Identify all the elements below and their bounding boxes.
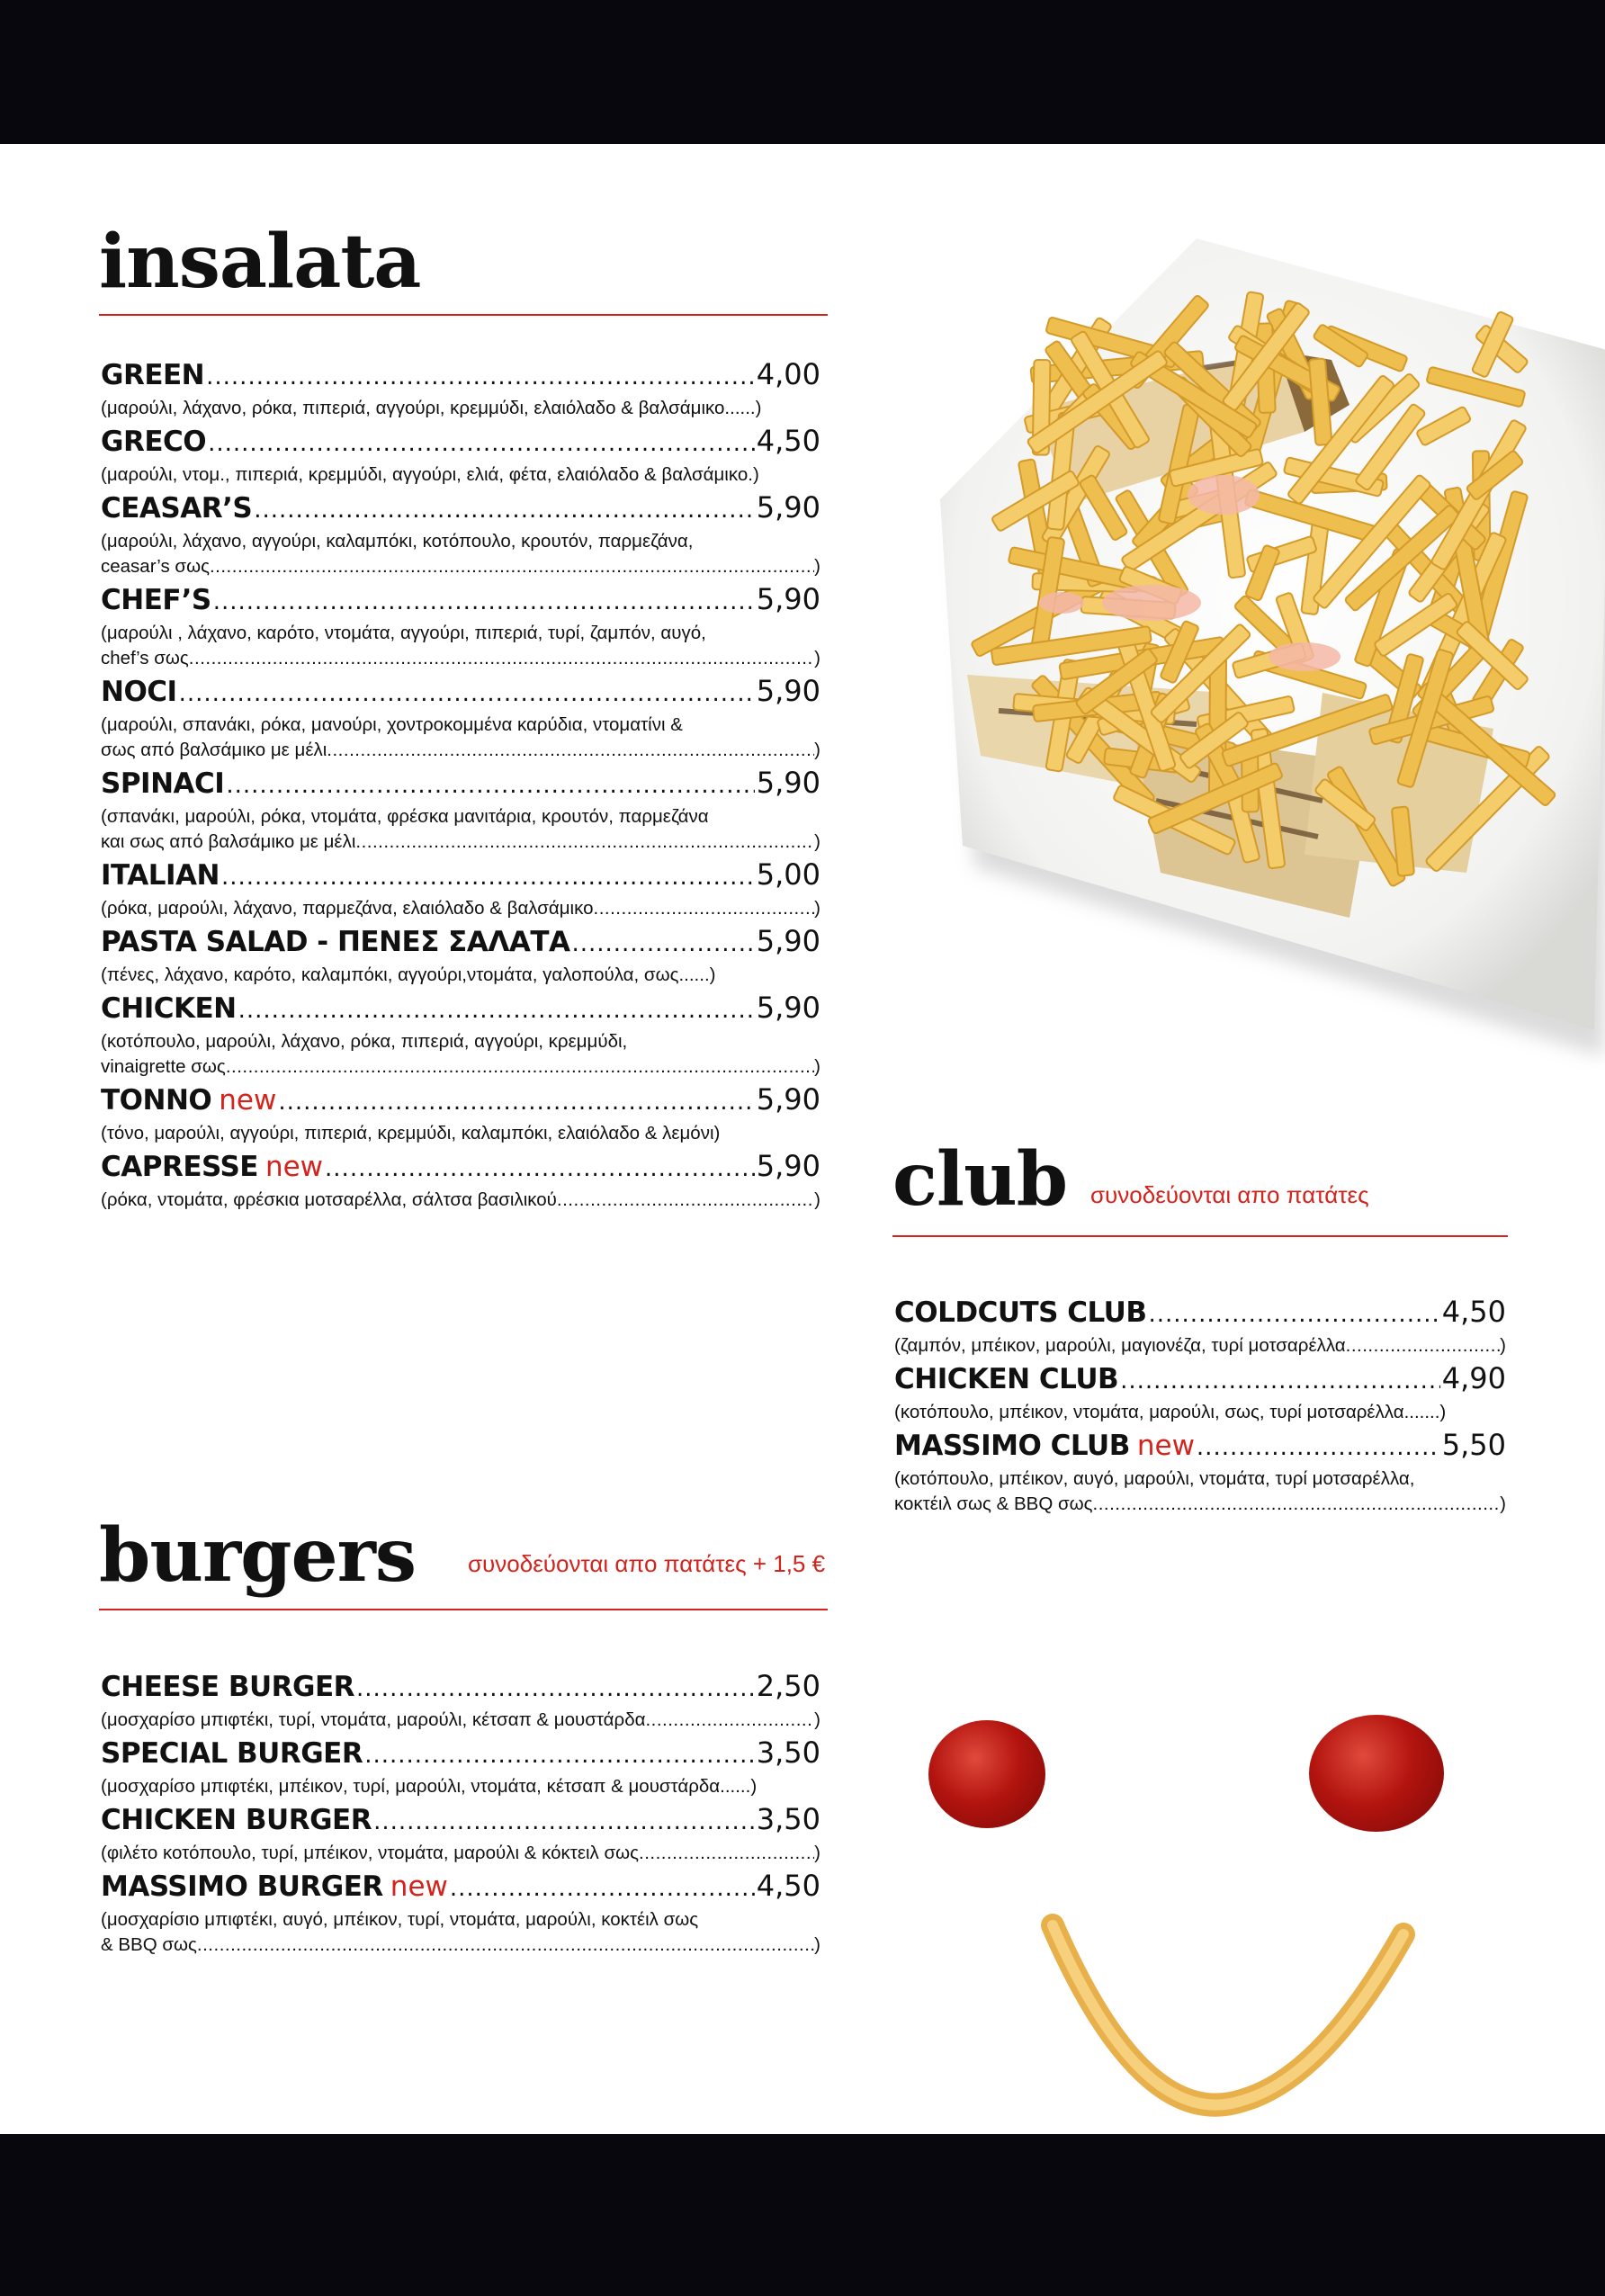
menu-item-row [101,1668,820,1708]
menu-item-description [101,1188,820,1213]
dot-leader [278,1084,754,1120]
description-text: (κοτόπουλο, μπέικον, αυγό, μαρούλι, ντομάτα, τυρί μοτσαρέλλα, [894,1468,1415,1489]
menu-item-row [101,356,820,396]
menu-item-row [101,489,820,529]
description-text: και σως από βαλσάμικο με μέλι [101,831,356,852]
menu-item-price: 5,90 [756,991,820,1025]
description-line [101,529,820,554]
menu-item-price: 5,50 [1441,1428,1506,1462]
menu-item-name: CHEF’S [101,584,211,616]
menu-item-row [101,1081,820,1121]
menu-item-name: ITALIAN [101,859,220,892]
menu-item-description [894,1400,1506,1425]
menu-item-name: CEASAR’S [101,492,253,525]
closing-paren: ) [814,1934,820,1955]
description-text: (σπανάκι, μαρούλι, ρόκα, ντομάτα, φρέσκα μανιτάρια, κρουτόν, παρμεζάνα [101,806,709,827]
burgers-list [101,1668,820,1960]
dot-leader [355,830,814,855]
menu-item-price: 4,50 [1441,1295,1506,1329]
menu-item-description [101,621,820,671]
description-text: (πένες, λάχανο, καρότο, καλαμπόκι, αγγούρι,ντομάτα, γαλοπούλα, σως......) [101,964,716,985]
dot-leader [1093,1492,1501,1517]
menu-item-name: CAPRESSE [101,1151,258,1183]
closing-paren: ) [814,1709,820,1730]
description-line [101,396,820,421]
dot-leader [208,426,755,462]
description-line [101,963,820,988]
club-sandwich-fries-image [927,225,1605,1071]
club-title: club [892,1136,1068,1223]
description-line [101,738,820,763]
club-rule [892,1235,1508,1237]
closing-paren: ) [814,556,820,577]
ketchup-left-eye [928,1720,1045,1828]
description-text: (ρόκα, ντομάτα, φρέσκια μοτσαρέλλα, σάλτσα βασιλικού [101,1189,557,1210]
description-line [101,1708,820,1733]
menu-item-description [101,896,820,921]
description-text: (ζαμπόν, μπέικον, μαρούλι, μαγιονέζα, τυρί μοτσαρέλλα [894,1335,1346,1356]
dot-leader [1197,1430,1440,1466]
dot-leader [327,738,814,763]
menu-item-name: MASSIMO CLUB [894,1430,1130,1462]
description-line [101,1933,820,1958]
fry-smile [1035,1907,1430,2132]
dot-leader [221,859,755,895]
menu-item-description [101,396,820,421]
menu-item-description [101,713,820,763]
new-badge: new [219,1084,277,1117]
menu-item-row [101,1801,820,1841]
new-badge: new [1136,1430,1195,1462]
closing-paren: ) [814,648,820,668]
menu-item-price: 5,90 [756,924,820,958]
burgers-subtitle: συνοδεύονται απο πατάτες + 1,5 € [468,1550,826,1577]
description-text: (μοσχαρίσο μπιφτέκι, τυρί, ντομάτα, μαρούλι, κέτσαπ & μουστάρδα [101,1709,646,1730]
menu-item-name: TONNO [101,1084,212,1117]
menu-item-row [101,581,820,621]
dot-leader [179,676,755,712]
description-line [101,1188,820,1213]
menu-item-name: NOCI [101,676,177,708]
description-line [101,896,820,921]
description-line [101,804,820,830]
description-text: (κοτόπουλο, μπέικον, ντομάτα, μαρούλι, σως, τυρί μοτσαρέλλα.......) [894,1402,1447,1422]
description-text: (μοσχαρίσιο μπιφτέκι, αυγό, μπέικον, τυρί, ντομάτα, μαρούλι, κοκτέιλ σως [101,1909,699,1930]
dot-leader [206,359,755,395]
description-line [101,1841,820,1866]
description-line [101,830,820,855]
description-line [894,1492,1506,1517]
menu-item-price: 4,50 [756,1869,820,1903]
dot-leader [1120,1363,1440,1399]
menu-item-name: MASSIMO BURGER [101,1870,383,1903]
bottom-bar [0,2134,1605,2296]
menu-item-row [101,673,820,713]
description-line [101,1054,820,1080]
description-line [894,1466,1506,1492]
menu-item-name: SPINACI [101,767,225,800]
burgers-title: burgers [99,1512,417,1599]
menu-item-name: CHICKEN CLUB [894,1363,1119,1395]
description-text: κοκτέιλ σως & BBQ σως [894,1493,1093,1514]
dot-leader [226,1054,814,1080]
closing-paren: ) [814,1189,820,1210]
dot-leader [189,646,814,671]
menu-item-description [101,1121,820,1146]
description-text: (μαρούλι , λάχανο, καρότο, ντομάτα, αγγούρι, πιπεριά, τυρί, ζαμπόν, αυγό, [101,623,706,643]
menu-item-name: CHEESE BURGER [101,1671,355,1703]
menu-item-row [894,1427,1506,1466]
closing-paren: ) [814,898,820,919]
menu-item-row [101,1735,820,1774]
description-line [894,1333,1506,1359]
dot-leader [639,1841,814,1866]
dot-leader [1148,1296,1439,1332]
description-text: ceasar’s σως [101,556,210,577]
insalata-rule [99,314,828,316]
menu-item-price: 5,90 [756,582,820,616]
menu-item-price: 5,90 [756,1149,820,1183]
dot-leader [210,554,814,579]
description-text: (τόνο, μαρούλι, αγγούρι, πιπεριά, κρεμμύδι, καλαμπόκι, ελαιόλαδο & λεμόνι) [101,1123,721,1144]
dot-leader [557,1188,814,1213]
description-text: (φιλέτο κοτόπουλο, τυρί, μπέικον, ντομάτα, μαρούλι & κόκτειλ σως [101,1843,639,1863]
dot-leader [571,926,754,962]
menu-item-row [101,423,820,462]
menu-item-price: 3,50 [756,1802,820,1836]
dot-leader [594,896,815,921]
menu-item-price: 4,00 [756,357,820,391]
menu-item-name: SPECIAL BURGER [101,1737,363,1770]
menu-item-description [101,529,820,579]
menu-item-price: 3,50 [756,1735,820,1770]
menu-item-description [101,1774,820,1799]
menu-item-name: GRECO [101,426,207,458]
dot-leader [450,1870,755,1906]
menu-item-row [101,1868,820,1907]
description-line [101,621,820,646]
menu-item-row [894,1294,1506,1333]
menu-item-price: 5,90 [756,1082,820,1117]
dot-leader [213,584,755,620]
insalata-list [101,356,820,1215]
dot-leader [645,1708,814,1733]
ketchup-right-eye [1309,1715,1444,1832]
description-text: (μοσχαρίσο μπιφτέκι, μπέικον, τυρί, μαρούλι, ντομάτα, κέτσαπ & μουστάρδα......) [101,1776,758,1797]
burgers-rule [99,1609,828,1610]
dot-leader [325,1151,755,1187]
description-text: (μαρούλι, λάχανο, ρόκα, πιπεριά, αγγούρι, κρεμμύδι, ελαιόλαδο & βαλσάμικο......) [101,398,762,418]
new-badge: new [390,1870,448,1903]
menu-item-description [101,1907,820,1958]
dot-leader [197,1933,814,1958]
menu-item-price: 5,90 [756,674,820,708]
dot-leader [356,1671,755,1707]
description-line [101,1121,820,1146]
dot-leader [238,992,755,1028]
menu-item-description [894,1333,1506,1359]
menu-item-row [101,990,820,1029]
dot-leader [254,492,755,528]
description-text: chef’s σως [101,648,189,668]
menu-item-description [101,462,820,488]
menu-item-price: 5,90 [756,766,820,800]
description-line [101,554,820,579]
menu-item-row [101,857,820,896]
description-text: vinaigrette σως [101,1056,226,1077]
closing-paren: ) [814,1056,820,1077]
menu-item-name: COLDCUTS CLUB [894,1296,1147,1329]
insalata-title: insalata [99,219,421,305]
menu-item-name: CHICKEN [101,992,237,1025]
description-text: σως από βαλσάμικο με μέλι [101,740,327,760]
menu-item-name: PASTA SALAD - ΠΕΝΕΣ ΣΑΛΑΤΑ [101,926,570,958]
dot-leader [1346,1333,1501,1359]
menu-item-row [894,1360,1506,1400]
club-subtitle: συνοδεύονται απο πατάτες [1090,1181,1369,1208]
description-line [101,713,820,738]
description-text: (κοτόπουλο, μαρούλι, λάχανο, ρόκα, πιπεριά, αγγούρι, κρεμμύδι, [101,1031,628,1052]
menu-item-row [101,923,820,963]
dot-leader [364,1737,755,1773]
menu-item-row [101,1148,820,1188]
top-bar [0,0,1605,144]
description-line [101,1774,820,1799]
description-text: & BBQ σως [101,1934,197,1955]
menu-item-price: 5,00 [756,857,820,892]
closing-paren: ) [814,740,820,760]
description-text: (μαρούλι, σπανάκι, ρόκα, μανούρι, χοντροκομμένα καρύδια, ντοματίνι & [101,714,683,735]
closing-paren: ) [814,1843,820,1863]
menu-item-price: 4,90 [1441,1361,1506,1395]
closing-paren: ) [1500,1335,1506,1356]
description-line [101,1029,820,1054]
description-text: (ρόκα, μαρούλι, λάχανο, παρμεζάνα, ελαιόλαδο & βαλσάμικο [101,898,594,919]
menu-item-price: 5,90 [756,490,820,525]
menu-item-description [894,1466,1506,1517]
description-line [101,462,820,488]
closing-paren: ) [814,831,820,852]
dot-leader [226,767,754,803]
menu-item-row [101,765,820,804]
closing-paren: ) [1500,1493,1506,1514]
new-badge: new [265,1151,324,1183]
menu-item-description [101,804,820,855]
dot-leader [373,1804,755,1840]
menu-item-price: 4,50 [756,424,820,458]
description-text: (μαρούλι, λάχανο, αγγούρι, καλαμπόκι, κοτόπουλο, κρουτόν, παρμεζάνα, [101,531,694,552]
club-list [894,1294,1506,1519]
menu-item-description [101,1841,820,1866]
description-line [894,1400,1506,1425]
menu-item-description [101,963,820,988]
menu-item-name: GREEN [101,359,205,391]
menu-item-description [101,1708,820,1733]
description-line [101,646,820,671]
menu-item-price: 2,50 [756,1669,820,1703]
description-text: (μαρούλι, ντομ., πιπεριά, κρεμμύδι, αγγούρι, ελιά, φέτα, ελαιόλαδο & βαλσάμικο.) [101,464,759,485]
description-line [101,1907,820,1933]
menu-item-name: CHICKEN BURGER [101,1804,372,1836]
menu-item-description [101,1029,820,1080]
